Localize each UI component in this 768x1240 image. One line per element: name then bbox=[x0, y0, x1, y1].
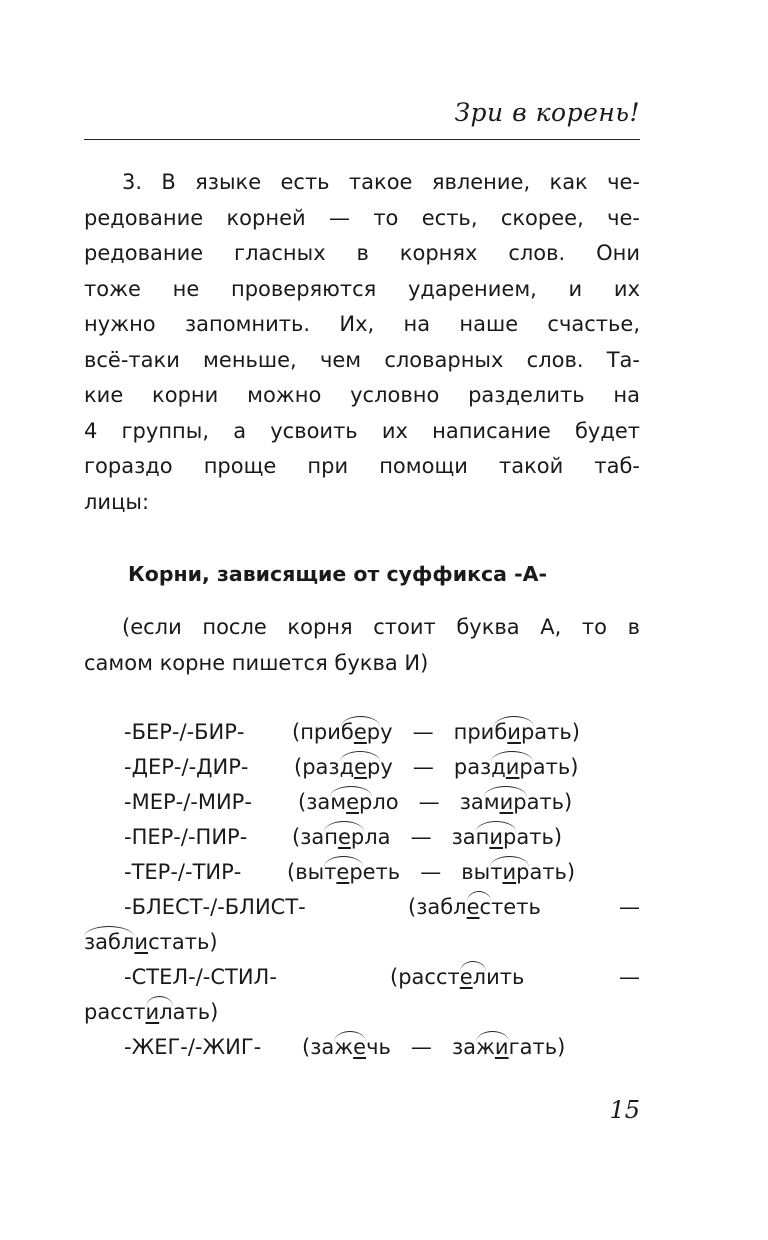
stressed-vowel: и bbox=[499, 790, 514, 814]
stressed-vowel: е bbox=[353, 1035, 367, 1059]
paragraph-line: 4 группы, а усвоить их написание будет bbox=[84, 418, 640, 443]
paragraph-line: всё-таки меньше, чем словарных слов. Та- bbox=[84, 347, 640, 372]
root-entry bbox=[84, 890, 640, 925]
root-entry bbox=[84, 750, 640, 785]
dash: — bbox=[619, 965, 640, 989]
roots-list bbox=[84, 715, 640, 1065]
paragraph-line: кие корни можно условно разделить на bbox=[84, 383, 640, 407]
stressed-vowel: и bbox=[505, 755, 520, 779]
stressed-vowel: и bbox=[134, 930, 149, 954]
note-line: самом корне пишется буква И) bbox=[84, 650, 429, 675]
root-arc: дир bbox=[491, 750, 533, 785]
root-arc: дер bbox=[340, 750, 381, 785]
root-pair: -ДЕР-/-ДИР- bbox=[124, 755, 249, 779]
root-example: (заблестеть bbox=[408, 890, 541, 925]
root-entry bbox=[84, 960, 640, 995]
root-entry bbox=[84, 715, 640, 750]
root-entry bbox=[84, 855, 640, 890]
root-entry-continuation: заблистать) bbox=[84, 925, 640, 960]
stressed-vowel: и bbox=[507, 720, 521, 744]
root-arc: ил bbox=[146, 995, 173, 1030]
root-arc: ес bbox=[467, 890, 491, 925]
root-example: (приберу — прибирать) bbox=[292, 715, 580, 750]
root-arc: тир bbox=[490, 855, 529, 890]
paragraph-line: редование корней — то есть, скорее, че- bbox=[84, 205, 640, 230]
paragraph-line: 3. В языке есть такое явление, как че- bbox=[122, 170, 640, 194]
paragraph-line: гораздо проще при помощи такой таб- bbox=[84, 454, 640, 478]
stressed-vowel: и bbox=[145, 1000, 160, 1024]
header-rule bbox=[84, 139, 640, 140]
root-entry bbox=[84, 1030, 640, 1065]
paragraph-line: редование гласных в корнях слов. Они bbox=[84, 241, 640, 265]
root-example: (замерло — замирать) bbox=[298, 785, 572, 820]
root-pair: -МЕР-/-МИР- bbox=[124, 790, 252, 814]
root-example: (расстелить bbox=[390, 960, 524, 995]
root-arc: пер bbox=[324, 820, 364, 855]
root-arc: ел bbox=[460, 960, 486, 995]
section-note bbox=[84, 610, 640, 681]
root-arc: бир bbox=[494, 715, 534, 750]
stressed-vowel: е bbox=[353, 720, 367, 744]
root-arc: же bbox=[334, 1030, 366, 1065]
root-arc: бер bbox=[341, 715, 380, 750]
page-number: 15 bbox=[609, 1096, 640, 1124]
intro-paragraph bbox=[84, 165, 640, 520]
running-header-title: Зри в корень! bbox=[454, 98, 640, 127]
section-heading: Корни, зависящие от суффикса -А- bbox=[128, 562, 548, 586]
root-pair: -ТЕР-/-ТИР- bbox=[124, 860, 242, 884]
stressed-vowel: и bbox=[502, 860, 517, 884]
paragraph-line: тоже не проверяются ударением, и их bbox=[84, 276, 640, 301]
root-arc: мир bbox=[484, 785, 527, 820]
stressed-vowel: е bbox=[466, 895, 480, 919]
root-entry bbox=[84, 785, 640, 820]
root-arc: тер bbox=[324, 855, 363, 890]
root-example: (раздеру — раздирать) bbox=[294, 750, 578, 785]
root-arc: забл bbox=[84, 925, 134, 960]
stressed-vowel: и bbox=[489, 825, 504, 849]
root-example: (зажечь — зажигать) bbox=[302, 1030, 565, 1065]
root-pair: -БЕР-/-БИР- bbox=[124, 720, 245, 744]
root-arc: жи bbox=[476, 1030, 509, 1065]
root-pair: -ЖЕГ-/-ЖИГ- bbox=[124, 1035, 262, 1059]
root-example: (заперла — запирать) bbox=[292, 820, 562, 855]
stressed-vowel: е bbox=[336, 860, 350, 884]
stressed-vowel: е bbox=[459, 965, 473, 989]
root-arc: мер bbox=[330, 785, 372, 820]
root-example: (вытереть — вытирать) bbox=[287, 855, 575, 890]
paragraph-line: лицы: bbox=[84, 489, 150, 514]
root-pair: -ПЕР-/-ПИР- bbox=[124, 825, 248, 849]
root-pair: -СТЕЛ-/-СТИЛ- bbox=[124, 965, 277, 989]
note-line: (если после корня стоит буква А, то в bbox=[122, 615, 640, 639]
stressed-vowel: е bbox=[337, 825, 351, 849]
paragraph-line: нужно запомнить. Их, на наше счастье, bbox=[84, 312, 640, 336]
stressed-vowel: е bbox=[346, 790, 359, 814]
root-arc: пир bbox=[476, 820, 517, 855]
root-pair: -БЛЕСТ-/-БЛИСТ- bbox=[124, 895, 306, 919]
stressed-vowel: е bbox=[354, 755, 368, 779]
root-entry bbox=[84, 820, 640, 855]
stressed-vowel: и bbox=[494, 1035, 509, 1059]
dash: — bbox=[619, 895, 640, 919]
root-entry-continuation: расстилать) bbox=[84, 995, 640, 1030]
